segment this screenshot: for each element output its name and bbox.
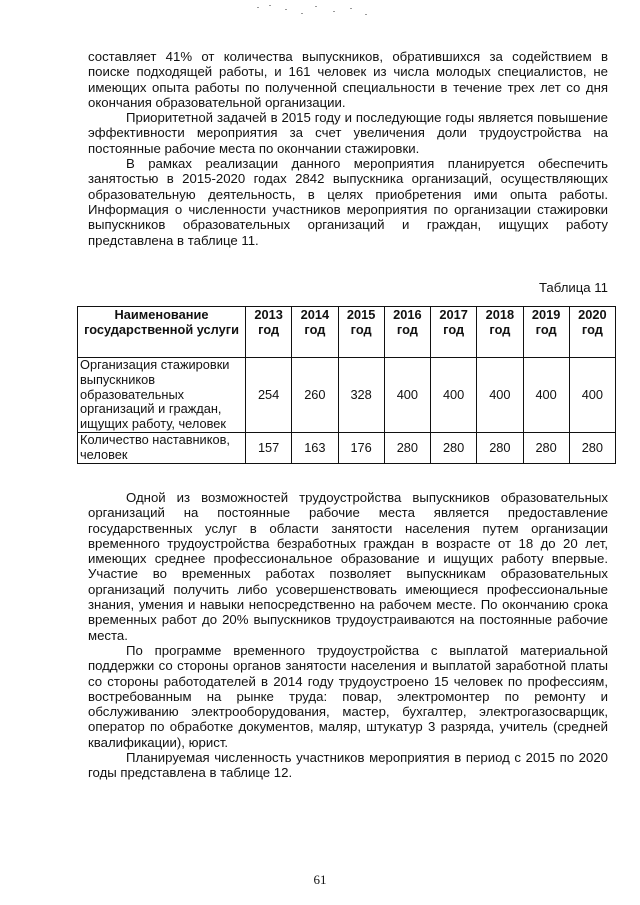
column-header-name: Наименование государственной услуги <box>78 307 246 358</box>
column-header-year: 2017 год <box>431 307 477 358</box>
table-cell: 280 <box>523 432 569 463</box>
scan-noise <box>255 4 375 18</box>
paragraph: Одной из возможностей трудоустройства выпускников образовательных организаций на постоянные рабочие места является предоставление государственных услуг в области занятости населения путем организации временного трудоустройства безработных граждан в возрасте от 18 до 20 лет, имеющих среднее профессиональное образование и ищущих работу впервые. Участие во временных работах позволяет выпускникам образовательных организаций получить либо усовершенствовать имеющиеся профессиональные знания, умения и навыки непосредственно на рабочем месте. По окончанию срока временных работ до 20% выпускников трудоустраиваются на постоянные рабочие места. <box>88 490 608 643</box>
column-header-year: 2018 год <box>477 307 523 358</box>
table-cell: 400 <box>431 358 477 433</box>
paragraph: В рамках реализации данного мероприятия планируется обеспечить занятостью в 2015-2020 годах 2842 выпускника организаций, осуществляющих образовательную деятельность, в целях приобретения ими опыта работы. Информация о численности участников мероприятия по организации стажировки выпускников образовательных организаций и граждан, ищущих работу представлена в таблице 11. <box>88 156 608 248</box>
table-row <box>78 432 616 463</box>
table-cell: 280 <box>569 432 615 463</box>
table-cell: 157 <box>246 432 292 463</box>
column-header-year: 2020 год <box>569 307 615 358</box>
column-header-year: 2013 год <box>246 307 292 358</box>
body-text <box>88 490 608 781</box>
table-cell: 400 <box>477 358 523 433</box>
table-header-row <box>78 307 616 358</box>
intro-text <box>88 49 608 248</box>
table-row <box>78 358 616 433</box>
paragraph: Приоритетной задачей в 2015 году и последующие годы является повышение эффективности мероприятия за счет увеличения доли трудоустройства на постоянные рабочие места по окончании стажировки. <box>88 110 608 156</box>
table-cell: 260 <box>292 358 338 433</box>
column-header-year: 2014 год <box>292 307 338 358</box>
table-caption: Таблица 11 <box>538 280 608 295</box>
paragraph: По программе временного трудоустройства с выплатой материальной поддержки со стороны органов занятости населения и выплатой заработной платы со стороны работодателей в 2014 году трудоустроено 15 человек по профессиям, востребованным на рынке труда: повар, электромонтер по ремонту и обслуживанию электрооборудования, мастер, бухгалтер, электрогазосварщик, оператор по обработке документов, маляр, штукатур 3 разряда, учитель (средней квалификации), юрист. <box>88 642 608 750</box>
paragraph: составляет 41% от количества выпускников, обратившихся за содействием в поиске подходящей работы, и 161 человек из числа молодых специалистов, не имеющих опыта работы по полученной специальности в течение трех лет со дня окончания образовательной организации. <box>88 49 608 110</box>
column-header-year: 2016 год <box>384 307 430 358</box>
table-cell: 400 <box>523 358 569 433</box>
table-cell: 280 <box>431 432 477 463</box>
page-number: 61 <box>313 872 327 887</box>
table-cell: 163 <box>292 432 338 463</box>
column-header-year: 2015 год <box>338 307 384 358</box>
table-cell: 176 <box>338 432 384 463</box>
row-label: Организация стажировки выпускников образовательных организаций и граждан, ищущих работу, человек <box>78 358 246 433</box>
paragraph: Планируемая численность участников мероприятия в период с 2015 по 2020 годы представлена в таблице 12. <box>88 750 608 781</box>
table-cell: 280 <box>384 432 430 463</box>
participants-table <box>77 306 616 464</box>
table-cell: 400 <box>384 358 430 433</box>
table-cell: 280 <box>477 432 523 463</box>
table-cell: 400 <box>569 358 615 433</box>
column-header-year: 2019 год <box>523 307 569 358</box>
table-cell: 254 <box>246 358 292 433</box>
row-label: Количество наставников, человек <box>78 432 246 463</box>
table-cell: 328 <box>338 358 384 433</box>
